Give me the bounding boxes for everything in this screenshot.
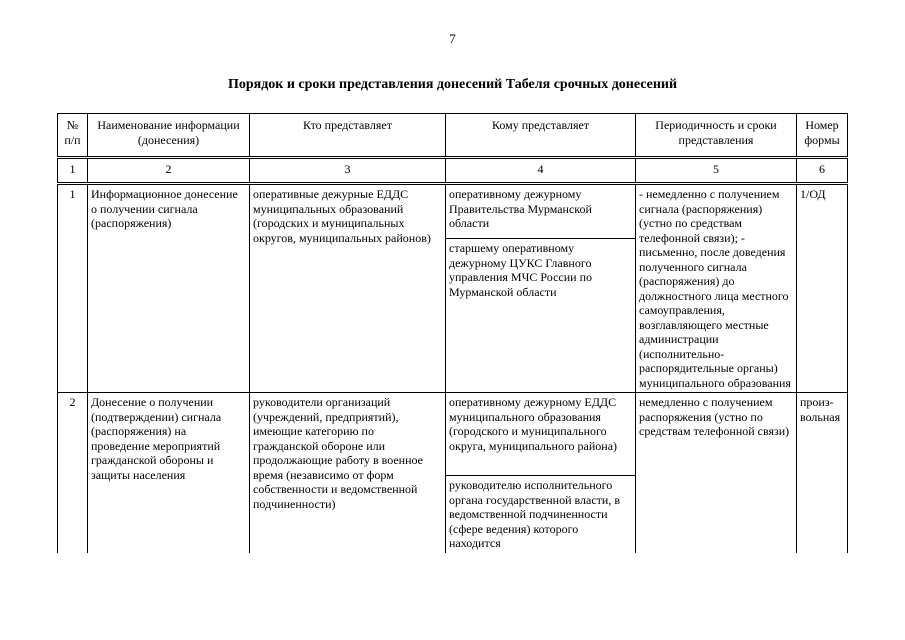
recipient: руководителю исполнительного органа государственной власти, в ведомственной подчиненности (сфере ведения) которого находится <box>446 475 635 553</box>
recipient: оперативному дежурному Правительства Мурманской области <box>449 187 592 230</box>
page-number: 7 <box>449 31 456 46</box>
recipient: старшему оперативному дежурному ЦУКС Главного управления МЧС России по Мурманской области <box>446 238 635 301</box>
column-number: 1 <box>58 158 88 184</box>
header-to: Кому представляет <box>446 114 636 158</box>
row-period: - немедленно с получением сигнала (распоряжения) (устно по средствам телефонной связи); - письменно, после доведения полученного сигнала (распоряжения) до должностного лица местного самоуправления, возглавляющего местные администрации (исполнительно-распорядительные органы) муниципального образования <box>636 184 797 393</box>
row-name: Донесение о получении (подтверждении) сигнала (распоряжения) на проведение мероприятий гражданской обороны и защиты населения <box>88 393 250 553</box>
header-name: Наименование информации (донесения) <box>88 114 250 158</box>
header-period: Периодичность и сроки представления <box>636 114 797 158</box>
document-title: Порядок и сроки представления донесений Табеля срочных донесений <box>227 77 678 92</box>
row-num: 2 <box>58 393 88 553</box>
row-period: немедленно с получением распоряжения (устно по средствам телефонной связи) <box>636 393 797 553</box>
header-num: № п/п <box>58 114 88 158</box>
reports-table <box>57 113 848 553</box>
row-to <box>446 184 636 393</box>
column-number: 6 <box>797 158 848 184</box>
row-name: Информационное донесение о получении сигнала (распоряжения) <box>88 184 250 393</box>
header-form: Номер формы <box>797 114 848 158</box>
row-who: руководители организаций (учреждений, предприятий), имеющие категорию по гражданской обороне или продолжающие работу в военное время (независимо от форм собственности и ведомственной подчиненности) <box>250 393 446 553</box>
table-row <box>58 393 848 553</box>
row-form: 1/ОД <box>797 184 848 393</box>
column-number: 3 <box>250 158 446 184</box>
table-row <box>58 184 848 393</box>
column-number: 4 <box>446 158 636 184</box>
row-form: произ-вольная <box>797 393 848 553</box>
row-who: оперативные дежурные ЕДДС муниципальных образований (городских и муниципальных округов, муниципальных районов) <box>250 184 446 393</box>
recipient: оперативному дежурному ЕДДС муниципального образования (городского и муниципального округа, муниципального района) <box>449 395 618 453</box>
header-who: Кто представляет <box>250 114 446 158</box>
row-num: 1 <box>58 184 88 393</box>
column-numbers-row <box>58 158 848 184</box>
header-row <box>58 114 848 158</box>
row-to <box>446 393 636 553</box>
column-number: 5 <box>636 158 797 184</box>
column-number: 2 <box>88 158 250 184</box>
